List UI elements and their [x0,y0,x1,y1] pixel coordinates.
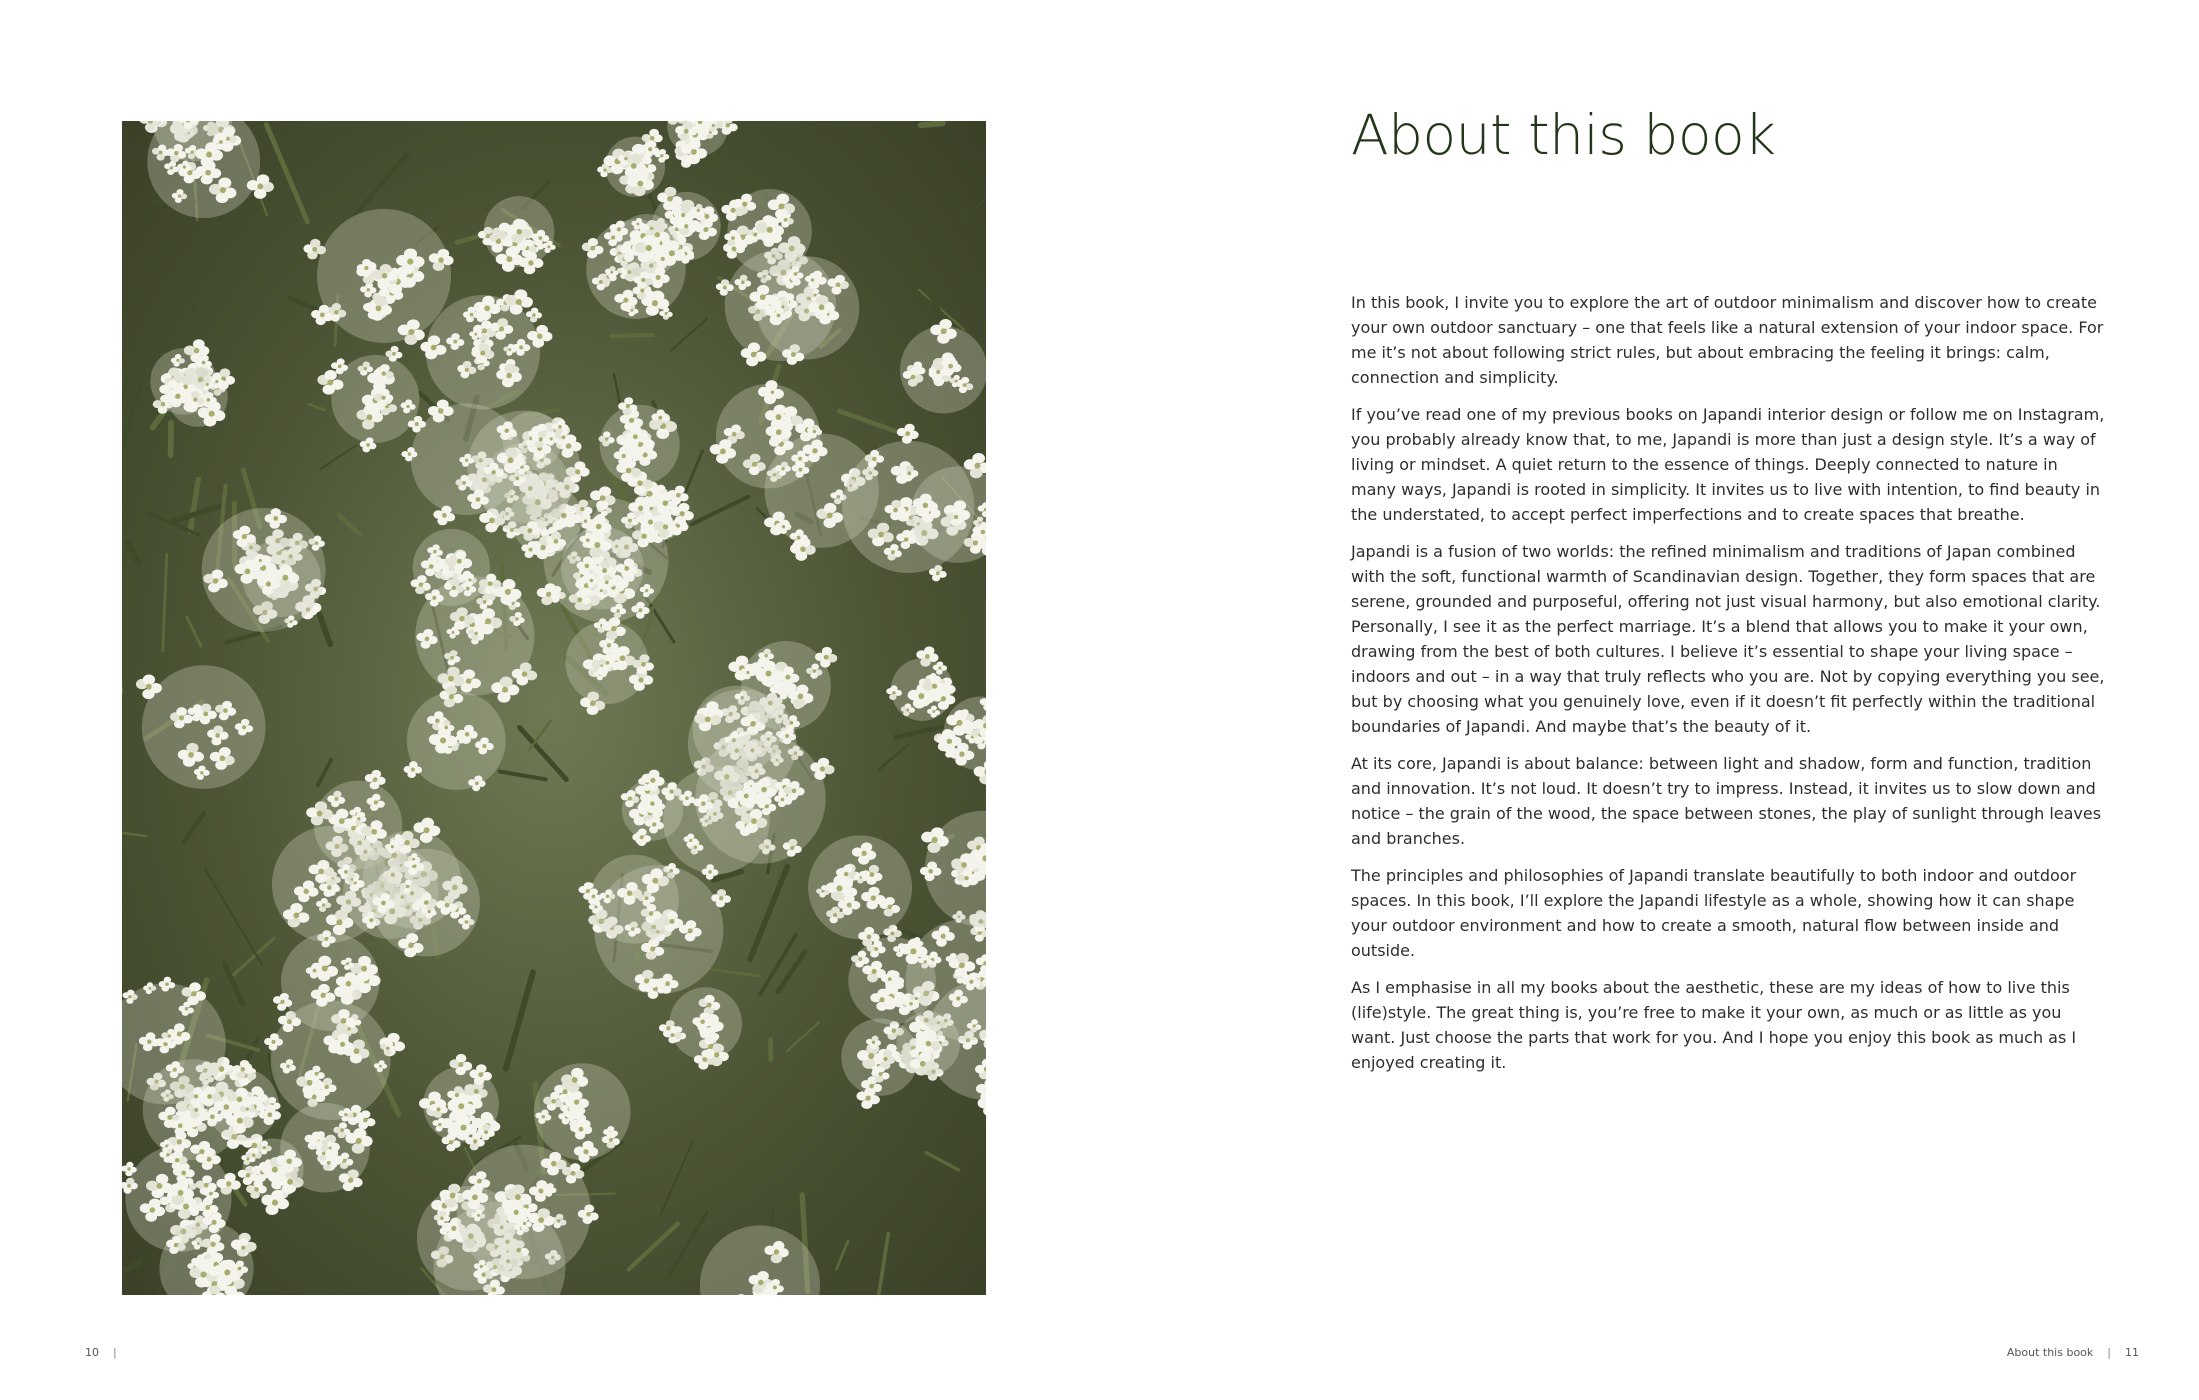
paragraph: The principles and philosophies of Japandi translate beautifully to both indoor and outdoor spaces. In this book, I’ll explore the Japandi lifestyle as a whole, showing how it can shape your outdoor environment and how to create a smooth, natural flow between inside and outside. [1351,866,2077,960]
page-number-right: 11 [2125,1346,2139,1359]
right-page [1100,0,2199,1400]
page-title: About this book [1351,103,1776,167]
page-number-left: 10 [85,1346,99,1359]
folio-separator: | [113,1346,117,1359]
white-flowers-photo [122,121,986,1295]
paragraph: Japandi is a fusion of two worlds: the refined minimalism and traditions of Japan combined with the soft, functional warmth of Scandinavian design. Together, they form spaces that are serene, grounded and purposeful, offering not just visual harmony, but also emotional clarity. Personally, I see it as the perfect marriage. It’s a blend that allows you to make it your own, drawing from the best of both cultures. I believe it’s essential to shape your living space – indoors and out – in a way that truly reflects who you are. Not by copying everything you see, but by choosing what you genuinely love, even if it doesn’t fit perfectly within the traditional boundaries of Japandi. And maybe that’s the beauty of it. [1351,542,2105,736]
left-folio [85,1346,131,1359]
paragraph: If you’ve read one of my previous books on Japandi interior design or follow me on Instagram, you probably already know that, to me, Japandi is more than just a design style. It’s a way of living or mindset. A quiet return to the essence of things. Deeply connected to nature in many ways, Japandi is rooted in simplicity. It invites us to live with intention, to find beauty in the understated, to accept perfect imperfections and to create spaces that breathe. [1351,405,2105,524]
paragraph: As I emphasise in all my books about the aesthetic, these are my ideas of how to live this (life)style. The great thing is, you’re free to make it your own, as much or as little as you want. Just choose the parts that work for you. And I hope you enjoy this book as much as I enjoyed creating it. [1351,978,2077,1072]
paragraph: In this book, I invite you to explore the art of outdoor minimalism and discover how to create your own outdoor sanctuary – one that feels like a natural extension of your indoor space. For me it’s not about following strict rules, but about embracing the feeling it brings: calm, connection and simplicity. [1351,293,2104,387]
running-head: About this book [2006,1346,2094,1359]
body-text [1351,290,2107,1087]
folio-separator: | [2107,1346,2111,1359]
paragraph: At its core, Japandi is about balance: between light and shadow, form and function, tradition and innovation. It’s not loud. It doesn’t try to impress. Instead, it invites us to slow down and notice – the grain of the wood, the space between stones, the play of sunlight through leaves and branches. [1351,754,2102,848]
right-folio [2007,1346,2139,1359]
